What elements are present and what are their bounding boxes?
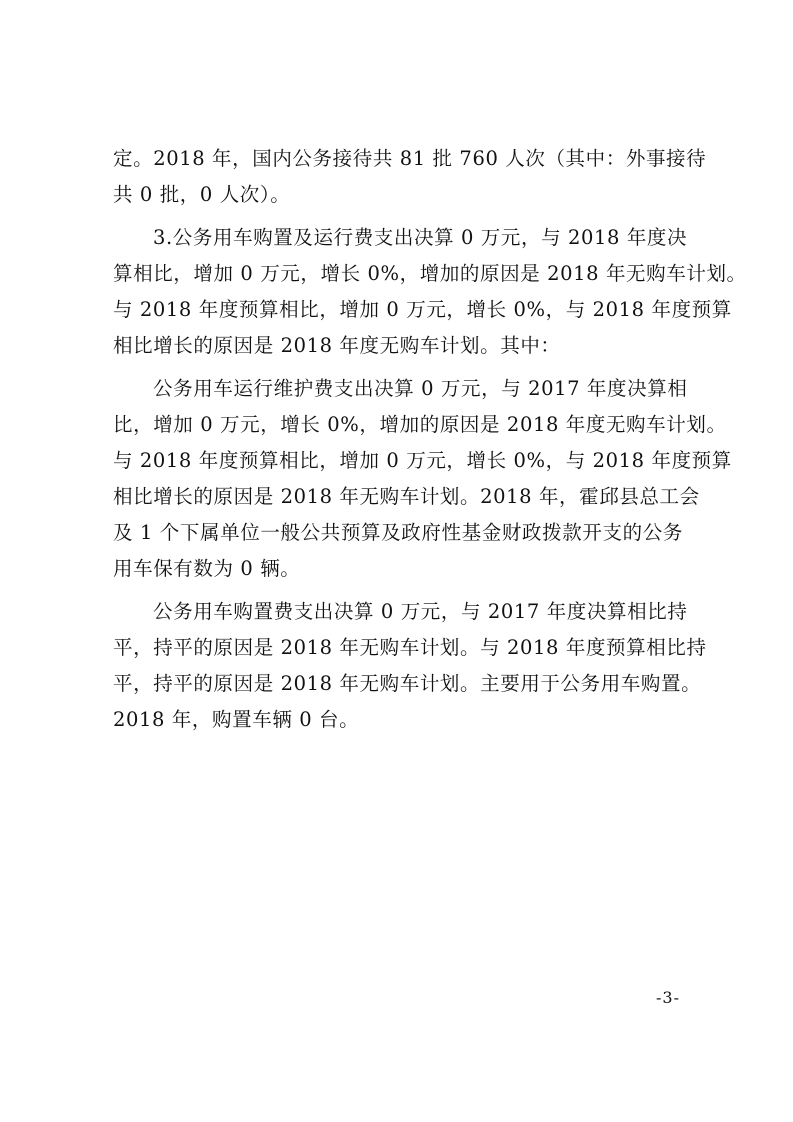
paragraph-vehicle-expenses: [113, 220, 747, 364]
text-line: 定。2018 年，国内公务接待共 81 批 760 人次（其中：外事接待: [113, 147, 707, 170]
text-line: 3.公务用车购置及运行费支出决算 0 万元，与 2018 年度决: [153, 226, 688, 249]
text-line: 公务用车购置费支出决算 0 万元，与 2017 年度决算相比持: [153, 600, 688, 623]
text-line: 用车保有数为 0 辆。: [113, 557, 301, 580]
text-line: 共 0 批，0 人次）。: [113, 183, 291, 206]
text-line: 2018 年，购置车辆 0 台。: [113, 708, 360, 731]
body-text: [113, 141, 747, 738]
page-number: -3-: [656, 988, 680, 1007]
text-line: 平，持平的原因是 2018 年无购车计划。与 2018 年度预算相比持: [113, 636, 707, 659]
paragraph-vehicle-maintenance: [113, 371, 732, 587]
text-line: 及 1 个下属单位一般公共预算及政府性基金财政拨款开支的公务: [113, 521, 683, 544]
paragraph-vehicle-purchase: [113, 594, 707, 738]
text-line: 与 2018 年度预算相比，增加 0 万元，增长 0%，与 2018 年度预算: [113, 298, 732, 321]
text-line: 比，增加 0 万元，增长 0%，增加的原因是 2018 年度无购车计划。: [113, 413, 727, 436]
paragraph-reception-continued: [113, 141, 707, 213]
text-line: 与 2018 年度预算相比，增加 0 万元，增长 0%，与 2018 年度预算: [113, 449, 732, 472]
text-line: 相比增长的原因是 2018 年无购车计划。2018 年，霍邱县总工会: [113, 485, 700, 508]
text-line: 平，持平的原因是 2018 年无购车计划。主要用于公务用车购置。: [113, 672, 702, 695]
text-line: 相比增长的原因是 2018 年度无购车计划。其中：: [113, 334, 561, 357]
text-line: 公务用车运行维护费支出决算 0 万元，与 2017 年度决算相: [153, 377, 688, 400]
text-line: 算相比，增加 0 万元，增长 0%，增加的原因是 2018 年无购车计划。: [113, 262, 747, 285]
